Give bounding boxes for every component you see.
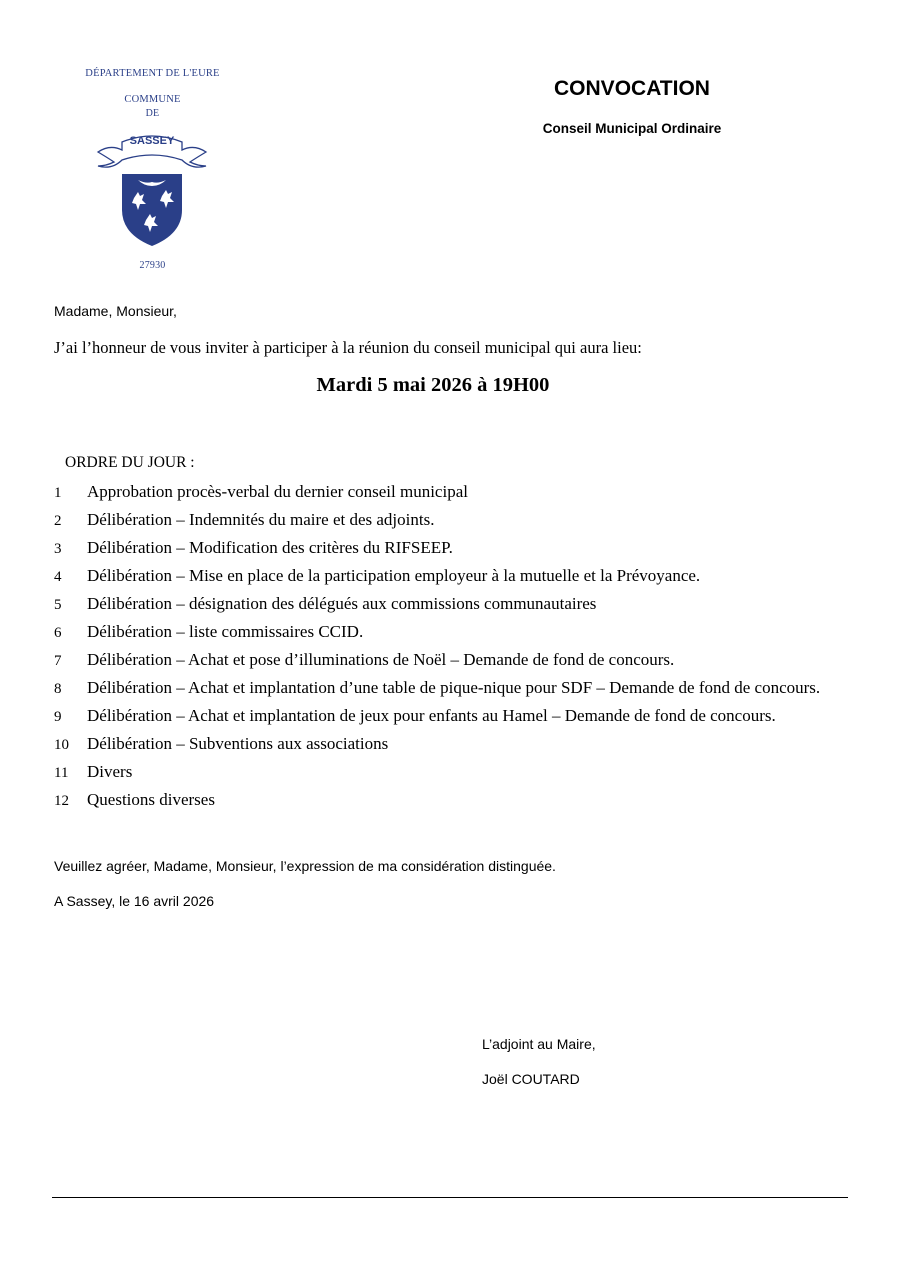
agenda-number: 1 xyxy=(54,485,62,501)
agenda-number: 11 xyxy=(54,765,69,781)
agenda-title: ORDRE DU JOUR : xyxy=(65,454,195,471)
place-date: A Sassey, le 16 avril 2026 xyxy=(54,893,215,909)
agenda-text: Délibération – Subventions aux associations xyxy=(87,734,389,753)
agenda-number: 12 xyxy=(54,793,69,809)
agenda-text: Délibération – Mise en place de la participation employeur à la mutuelle et la Prévoyance. xyxy=(87,566,701,585)
agenda-item xyxy=(54,791,844,811)
agenda-item xyxy=(54,679,844,699)
document-title: CONVOCATION xyxy=(554,77,710,100)
agenda-number: 2 xyxy=(54,513,62,529)
logo-department: DÉPARTEMENT DE L'EURE xyxy=(85,68,220,79)
agenda-item xyxy=(54,539,844,559)
coat-of-arms-icon xyxy=(80,122,225,252)
agenda-text: Délibération – Modification des critères du RIFSEEP. xyxy=(87,538,453,557)
document-subtitle: Conseil Municipal Ordinaire xyxy=(542,121,722,136)
agenda-item xyxy=(54,651,844,671)
logo-de: DE xyxy=(145,108,160,119)
agenda-item xyxy=(54,707,844,727)
agenda-text: Délibération – Achat et pose d’illuminations de Noël – Demande de fond de concours. xyxy=(87,650,675,669)
agenda-item xyxy=(54,595,844,615)
agenda-text: Délibération – liste commissaires CCID. xyxy=(87,622,364,641)
agenda-text: Délibération – Achat et implantation d’une table de pique-nique pour SDF – Demande de fond de concours. xyxy=(87,678,821,697)
agenda-number: 7 xyxy=(54,653,62,669)
agenda-text: Questions diverses xyxy=(87,790,215,809)
logo-town: SASSEY xyxy=(129,135,175,147)
agenda-text: Délibération – Indemnités du maire et des adjoints. xyxy=(87,510,435,529)
agenda-list xyxy=(54,483,844,819)
logo-zip: 27930 xyxy=(139,260,166,271)
agenda-number: 10 xyxy=(54,737,69,753)
agenda-item xyxy=(54,511,844,531)
commune-logo xyxy=(80,62,225,282)
agenda-number: 9 xyxy=(54,709,62,725)
agenda-text: Approbation procès-verbal du dernier conseil municipal xyxy=(87,482,468,501)
signer-name: Joël COUTARD xyxy=(482,1071,580,1087)
agenda-item xyxy=(54,735,844,755)
agenda-number: 6 xyxy=(54,625,62,641)
logo-commune: COMMUNE xyxy=(124,94,181,105)
agenda-number: 8 xyxy=(54,681,62,697)
meeting-date: Mardi 5 mai 2026 à 19H00 xyxy=(316,374,550,396)
signer-title: L’adjoint au Maire, xyxy=(482,1036,596,1052)
footer-divider xyxy=(52,1197,848,1198)
agenda-item xyxy=(54,623,844,643)
agenda-number: 4 xyxy=(54,569,62,585)
intro-text: J’ai l’honneur de vous inviter à participer à la réunion du conseil municipal qui aura lieu: xyxy=(54,338,642,357)
agenda-item xyxy=(54,483,844,503)
closing-formula: Veuillez agréer, Madame, Monsieur, l’expression de ma considération distinguée. xyxy=(54,858,556,874)
agenda-item xyxy=(54,763,844,783)
agenda-number: 3 xyxy=(54,541,62,557)
agenda-text: Délibération – désignation des délégués aux commissions communautaires xyxy=(87,594,597,613)
agenda-item xyxy=(54,567,844,587)
salutation: Madame, Monsieur, xyxy=(54,303,177,319)
agenda-text: Délibération – Achat et implantation de jeux pour enfants au Hamel – Demande de fond de concours. xyxy=(87,706,776,725)
agenda-text: Divers xyxy=(87,762,133,781)
agenda-number: 5 xyxy=(54,597,62,613)
